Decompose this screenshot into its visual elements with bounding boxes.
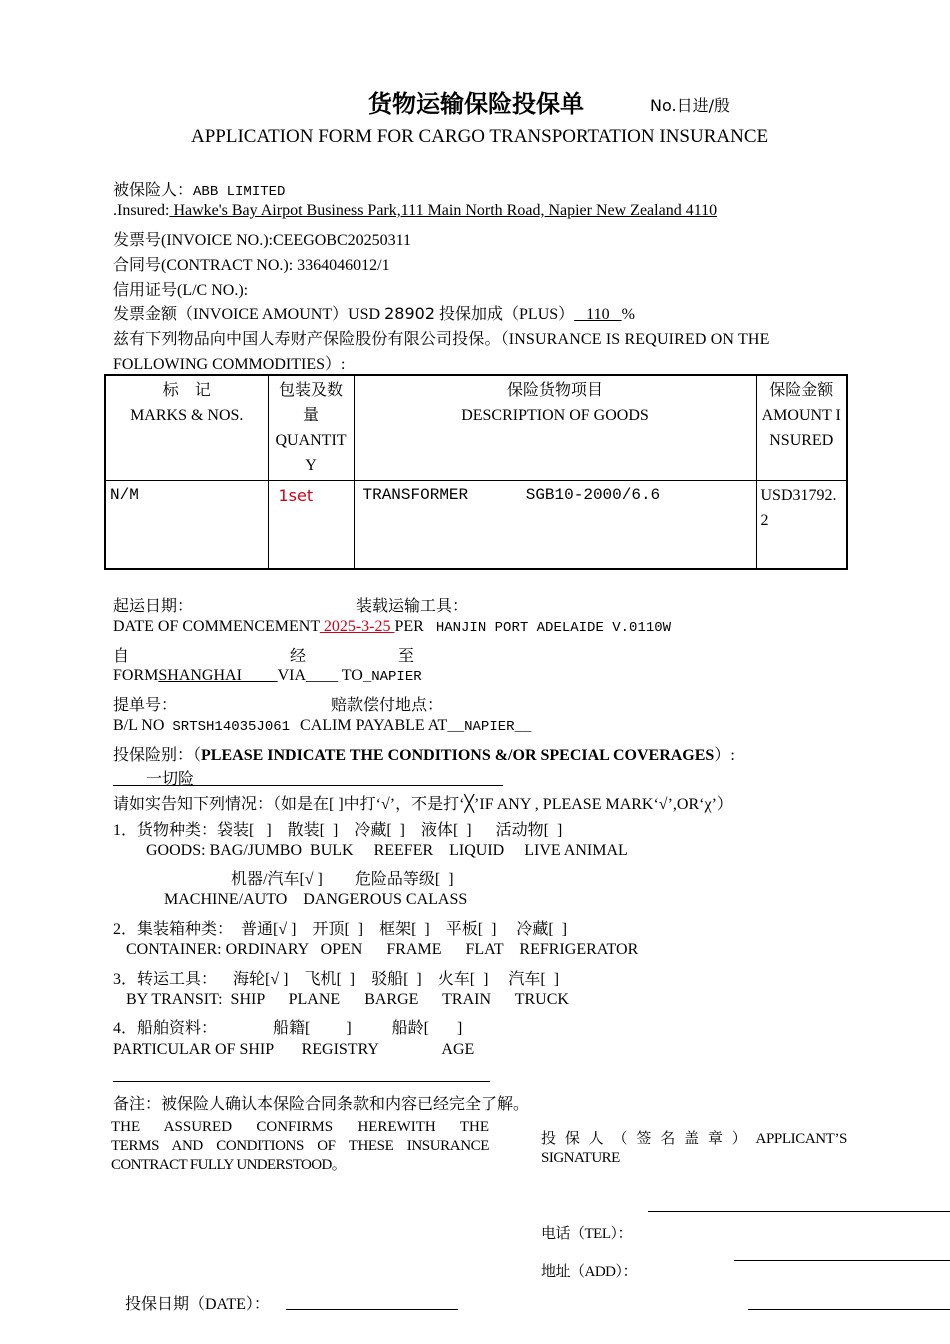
invoice-amount-label: 发票金额（INVOICE AMOUNT）USD xyxy=(113,306,385,323)
claim-place: __NAPIER__ xyxy=(447,719,532,735)
ship-cn: 4．船舶资料： 船籍[ ] 船龄[ ] xyxy=(113,1020,463,1037)
transit-cn: 3．转运工具： 海轮[√ ] 飞机[ ] 驳船[ ] 火车[ ] 汽车[ ] xyxy=(113,971,560,988)
claim-cn: 赔款偿付地点： xyxy=(331,697,444,714)
date-line[interactable] xyxy=(286,1309,458,1310)
header-amount-cn: 保险金额 xyxy=(769,382,834,399)
goods-type-cn-2: 机器/汽车[√ ] 危险品等级[ ] xyxy=(231,871,454,888)
commence-date: 2025-3-25 xyxy=(319,618,395,635)
ship-en: PARTICULAR OF SHIP REGISTRY AGE xyxy=(113,1041,475,1058)
bl-line xyxy=(113,717,531,735)
remark-en-1: THE ASSURED CONFIRMS HEREWITH THE xyxy=(111,1119,489,1135)
percent-sign: % xyxy=(621,306,635,323)
per-label: PER xyxy=(394,618,424,635)
insured-address: Hawke's Bay Airpot Business Park,111 Main North Road, Napier New Zealand 4110 xyxy=(169,202,718,219)
insured-line xyxy=(113,177,285,200)
applicant-signature-label-2: SIGNATURE xyxy=(541,1150,620,1166)
from-cn: 自 xyxy=(113,648,130,665)
container-en: CONTAINER: ORDINARY OPEN FRAME FLAT REFRIGERATOR xyxy=(126,941,639,958)
header-amount xyxy=(756,375,847,481)
goods-table xyxy=(104,374,848,570)
vessel-name: HANJIN PORT ADELAIDE V.0110W xyxy=(435,620,672,636)
add-label: 地址（ADD）： xyxy=(541,1264,637,1280)
plus-label: 投保加成（PLUS） xyxy=(435,306,575,323)
cell-amount: USD31792.2 xyxy=(756,481,847,569)
conditions-label-cn: 投保险别：（ xyxy=(113,747,202,764)
cell-marks: N/M xyxy=(105,481,268,569)
from-label: FORM xyxy=(113,667,159,684)
route-line xyxy=(113,667,422,685)
header-amount-en: AMOUNT INSURED xyxy=(761,407,841,449)
via-cn: 经 xyxy=(290,648,307,665)
tel-line[interactable] xyxy=(734,1260,950,1261)
remark-en-2: TERMS AND CONDITIONS OF THESE INSURANCE xyxy=(111,1138,489,1154)
invoice-amount-value: 28902 xyxy=(384,304,436,323)
bl-label: B/L NO xyxy=(113,717,169,734)
form-number: No.日进/殷 xyxy=(650,96,730,115)
header-quantity-cn: 包装及数量 xyxy=(278,382,343,424)
header-marks-cn: 标 记 xyxy=(162,382,211,399)
header-description-en: DESCRIPTION OF GOODS xyxy=(461,407,649,424)
header-quantity-en: QUANTITY xyxy=(275,432,347,474)
commence-cn: 起运日期： xyxy=(113,598,194,615)
from-value: SHANGHAI xyxy=(158,667,278,684)
conditions-label-en: PLEASE INDICATE THE CONDITIONS &/OR SPECIAL COVERAGES xyxy=(201,747,715,764)
via-label: VIA____ TO xyxy=(277,667,363,684)
table-header-row xyxy=(105,375,847,481)
insured-name: ABB LIMITED xyxy=(193,184,286,200)
header-marks-en: MARKS & NOS. xyxy=(130,407,244,424)
contract-number: 合同号(CONTRACT NO.): 3364046012/1 xyxy=(113,257,390,274)
conditions-line xyxy=(113,742,735,765)
insured-en-label: .Insured: xyxy=(113,202,170,219)
to-cn: 至 xyxy=(398,648,415,665)
conditions-value: 一切险 xyxy=(146,771,195,788)
commodities-line-1: 兹有下列物品向中国人寿财产保险股份有限公司投保。（INSURANCE IS REQUIRED ON THE xyxy=(113,331,770,348)
table-row xyxy=(105,481,847,569)
applicant-signature-label: 投保人（签名盖章）APPLICANT’S xyxy=(541,1131,847,1147)
cell-quantity: 1set xyxy=(268,481,354,569)
commence-label: DATE OF COMMENCEMENT xyxy=(113,618,320,635)
commodities-line-2: FOLLOWING COMMODITIES）: xyxy=(113,356,346,373)
goods-type-en: GOODS: BAG/JUMBO BULK REEFER LIQUID LIVE ANIMAL xyxy=(146,842,628,859)
header-description xyxy=(354,375,756,481)
add-line[interactable] xyxy=(748,1309,950,1310)
bl-cn: 提单号： xyxy=(113,697,178,714)
claim-label: CALIM PAYABLE AT xyxy=(300,717,448,734)
transit-en: BY TRANSIT: SHIP PLANE BARGE TRAIN TRUCK xyxy=(126,991,569,1008)
bl-number: SRTSH14035J061 xyxy=(172,719,291,735)
header-quantity xyxy=(268,375,354,481)
container-cn: 2．集装箱种类： 普通[√ ] 开顶[ ] 框架[ ] 平板[ ] 冷藏[ ] xyxy=(113,921,568,938)
invoice-amount-line xyxy=(113,301,635,324)
date-label: 投保日期（DATE）： xyxy=(125,1296,270,1313)
form-title-cn: 货物运输保险投保单 xyxy=(368,90,584,118)
insured-address-line xyxy=(113,202,717,220)
remark-cn: 备注：被保险人确认本保险合同条款和内容已经完全了解。 xyxy=(113,1096,530,1113)
plus-value: 110 xyxy=(574,306,622,323)
form-title-en: APPLICATION FORM FOR CARGO TRANSPORTATION INSURANCE xyxy=(191,126,769,147)
notice-line: 请如实告知下列情况：（如是在[ ]中打‘√’，不是打‘╳’IF ANY , PLEASE MARK‘√’,OR‘χ’） xyxy=(113,796,733,813)
conveyance-cn: 装载运输工具： xyxy=(356,598,469,615)
conditions-underline xyxy=(113,785,503,786)
to-value: _NAPIER xyxy=(362,669,422,685)
signature-line[interactable] xyxy=(648,1211,950,1212)
tel-label: 电话（TEL）： xyxy=(541,1226,632,1242)
insured-label: 被保险人： xyxy=(113,182,194,199)
invoice-number: 发票号(INVOICE NO.):CEEGOBC20250311 xyxy=(113,232,412,249)
header-description-cn: 保险货物项目 xyxy=(506,382,603,399)
goods-type-en-2: MACHINE/AUTO DANGEROUS CALASS xyxy=(164,891,468,908)
remark-en-3: CONTRACT FULLY UNDERSTOOD。 xyxy=(111,1157,347,1173)
cell-description: TRANSFORMER SGB10-2000/6.6 xyxy=(354,481,756,569)
goods-type-cn: 1．货物种类：袋装[ ] 散装[ ] 冷藏[ ] 液体[ ] 活动物[ ] xyxy=(113,822,563,839)
conditions-label-end: ）: xyxy=(714,747,735,764)
header-marks xyxy=(105,375,268,481)
commencement-line xyxy=(113,618,671,636)
remark-divider xyxy=(113,1081,490,1082)
lc-number: 信用证号(L/C NO.): xyxy=(113,282,249,299)
